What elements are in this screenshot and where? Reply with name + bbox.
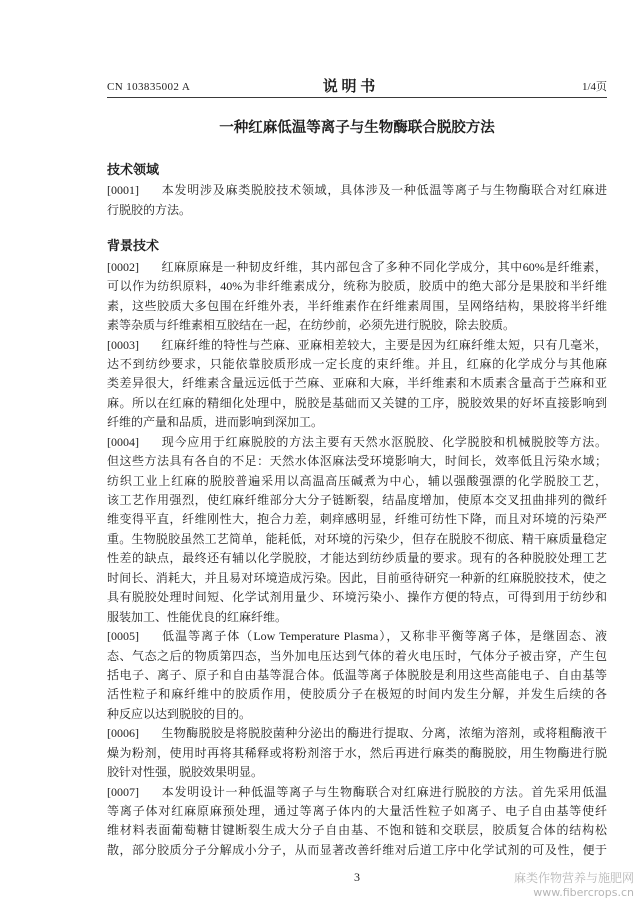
header-divider bbox=[107, 97, 607, 98]
section-heading-technical-field: 技术领域 bbox=[107, 162, 160, 177]
line-text: 红麻纤维的特性与苎麻、亚麻相差较大，主要是因为红麻纤维太短，只有几毫米， bbox=[161, 337, 607, 352]
paragraph-number: [0002] bbox=[107, 259, 139, 274]
paragraph-line: 维材料表面葡萄糖甘键断裂生成大分子自由基、不饱和链和交联层，胶质复合体的结构松 bbox=[107, 823, 607, 838]
paragraph-line: 活性粒子和麻纤维中的胶质作用，使胶质分子在极短的时间内发生分解，并发生后续的各 bbox=[107, 687, 607, 702]
paragraph-line: 可以作为纺织原料，40%为非纤维素成分，统称为胶质，胶质中的绝大部分是果胶和半纤维 bbox=[107, 279, 607, 294]
paragraph-number: [0006] bbox=[107, 726, 139, 741]
page-number: 3 bbox=[354, 870, 360, 884]
paragraph-line bbox=[107, 336, 607, 355]
paragraph-line: 该工艺作用强烈，使红麻纤维部分大分子链断裂，结晶度增加，使原本交叉扭曲排列的微纤 bbox=[107, 493, 607, 507]
line-text: 红麻原麻是一种韧皮纤维，其内部包含了多种不同化学成分，其中60%是纤维素， bbox=[161, 259, 607, 274]
paragraph-line: 服装加工、性能优良的红麻纤维。 bbox=[107, 609, 288, 624]
paragraph-line: 但这些方法具有各自的不足：天然水体沤麻法受环境影响大，时间长，效率低且污染水域； bbox=[107, 454, 607, 469]
paragraph-0001 bbox=[107, 181, 607, 220]
paragraph-line bbox=[107, 783, 607, 802]
document-body bbox=[107, 160, 607, 860]
paragraph-line: 性差的缺点，最终还有辅以化学脱胶，才能达到纺纱质量的要求。现有的各种脱胶处理工艺 bbox=[107, 551, 607, 566]
paragraph-line: 素等杂质与纤维素相互胶结在一起，在纺纱前，必须先进行脱胶，除去胶质。 bbox=[107, 318, 516, 333]
paragraph-line: 时间长、消耗大，并且易对环境造成污染。因此，目前亟待研究一种新的红麻脱胶技术，使之 bbox=[107, 570, 607, 585]
paragraph-line: 燥为粉剂，使用时再将其稀释或将粉剂溶于水，然后再进行麻类的酶脱胶，用生物酶进行脱 bbox=[107, 745, 607, 760]
paragraph-0002 bbox=[107, 258, 607, 336]
paragraph-0005 bbox=[107, 627, 607, 724]
page-indicator: 1/4页 bbox=[581, 81, 607, 93]
paragraph-line: 维变得平直，纤维刚性大，抱合力差，刺痒感明显，纤维可纺性下降，而且对环境的污染严 bbox=[107, 512, 607, 527]
line-text: 低温等离子体（Low Temperature Plasma），又称非平衡等离子体，是继固态、液 bbox=[161, 629, 607, 644]
paragraph-line bbox=[107, 181, 607, 200]
paragraph-line: 纤维的产量和品质，进而影响到深加工。 bbox=[107, 415, 324, 430]
document-title: 一种红麻低温等离子与生物酶联合脱胶方法 bbox=[219, 120, 495, 136]
paragraph-0003 bbox=[107, 336, 607, 433]
line-text: 本发明涉及麻类脱胶技术领域，具体涉及一种低温等离子与生物酶联合对红麻进 bbox=[161, 183, 607, 198]
paragraph-line: 重。生物脱胶虽然工艺简单，能耗低，对环境的污染少，但存在脱胶不彻底、精干麻质量稳定 bbox=[107, 531, 607, 546]
line-text: 生物酶脱胶是将脱胶菌种分泌出的酶进行提取、分离，浓缩为溶剂，或将粗酶液干 bbox=[161, 726, 607, 741]
line-text: 现今应用于红麻脱胶的方法主要有天然水沤脱胶、化学脱胶和机械脱胶等方法。 bbox=[161, 434, 607, 449]
paragraph-line bbox=[107, 258, 607, 277]
paragraph-line: 达不到纺纱要求，只能依靠胶质形成一定长度的束纤维。并且，红麻的化学成分与其他麻 bbox=[107, 356, 607, 371]
paragraph-number: [0004] bbox=[107, 434, 139, 449]
paragraph-line: 纺织工业上红麻的脱胶普遍采用以高温高压碱煮为中心，辅以强酸强漂的化学脱胶工艺， bbox=[107, 473, 607, 488]
paragraph-line: 胶针对性强，脱胶效果明显。 bbox=[107, 765, 264, 780]
paragraph-0007 bbox=[107, 783, 607, 861]
paragraph-line: 行脱胶的方法。 bbox=[107, 202, 192, 217]
watermark-site-name: 麻类作物营养与施肥网 bbox=[513, 871, 634, 885]
paragraph-line bbox=[107, 433, 607, 452]
watermark bbox=[514, 871, 634, 900]
paragraph-line: 等离子体对红麻原麻预处理，通过等离子体内的大量活性粒子如离子、电子自由基等使纤 bbox=[107, 804, 607, 818]
paragraph-line: 麻。所以在红麻的精细化处理中，脱胶是基础而又关键的工序，脱胶效果的好坏直接影响到 bbox=[107, 395, 607, 410]
paragraph-0004 bbox=[107, 433, 607, 627]
paragraph-number: [0007] bbox=[107, 784, 139, 799]
line-text: 本发明设计一种低温等离子与生物酶联合对红麻进行脱胶的方法。首先采用低温 bbox=[161, 784, 607, 799]
paragraph-line: 散，部分胶质分子分解成小分子，从而显著改善纤维对后道工序中化学试剂的可及性，便于 bbox=[107, 842, 607, 857]
paragraph-line: 具有脱胶处理时间短、化学试剂用量少、环境污染小、操作方便的特点，可得到用于纺纱和 bbox=[107, 590, 607, 605]
paragraph-line: 种反应以达到脱胶的目的。 bbox=[107, 706, 252, 721]
paragraph-number: [0005] bbox=[107, 629, 139, 644]
document-type-heading: 说 明 书 bbox=[322, 79, 376, 95]
paragraph-number: [0003] bbox=[107, 337, 139, 352]
paragraph-line: 类差异很大，纤维素含量远远低于苎麻、亚麻和大麻，半纤维素和木质素含量高于苎麻和亚 bbox=[107, 376, 607, 391]
paragraph-line: 素，这些胶质大多包围在纤维外表，半纤维素作在纤维素周围，呈网络结构，果胶将半纤维 bbox=[107, 298, 607, 313]
paragraph-line bbox=[107, 627, 607, 646]
document-number: CN 103835002 A bbox=[107, 81, 191, 93]
paragraph-number: [0001] bbox=[107, 183, 139, 198]
section-heading-background: 背景技术 bbox=[107, 238, 160, 254]
paragraph-0006 bbox=[107, 724, 607, 782]
watermark-site-url: www.fibercrops.cn bbox=[533, 886, 634, 899]
paragraph-line bbox=[107, 724, 607, 743]
paragraph-line: 括电子、离子、原子和自由基等混合体。低温等离子体脱胶是利用这些高能电子、自由基等 bbox=[107, 667, 607, 682]
paragraph-line: 态、气态之后的物质第四态，当外加电压达到气体的着火电压时，气体分子被击穿，产生包 bbox=[107, 648, 607, 663]
